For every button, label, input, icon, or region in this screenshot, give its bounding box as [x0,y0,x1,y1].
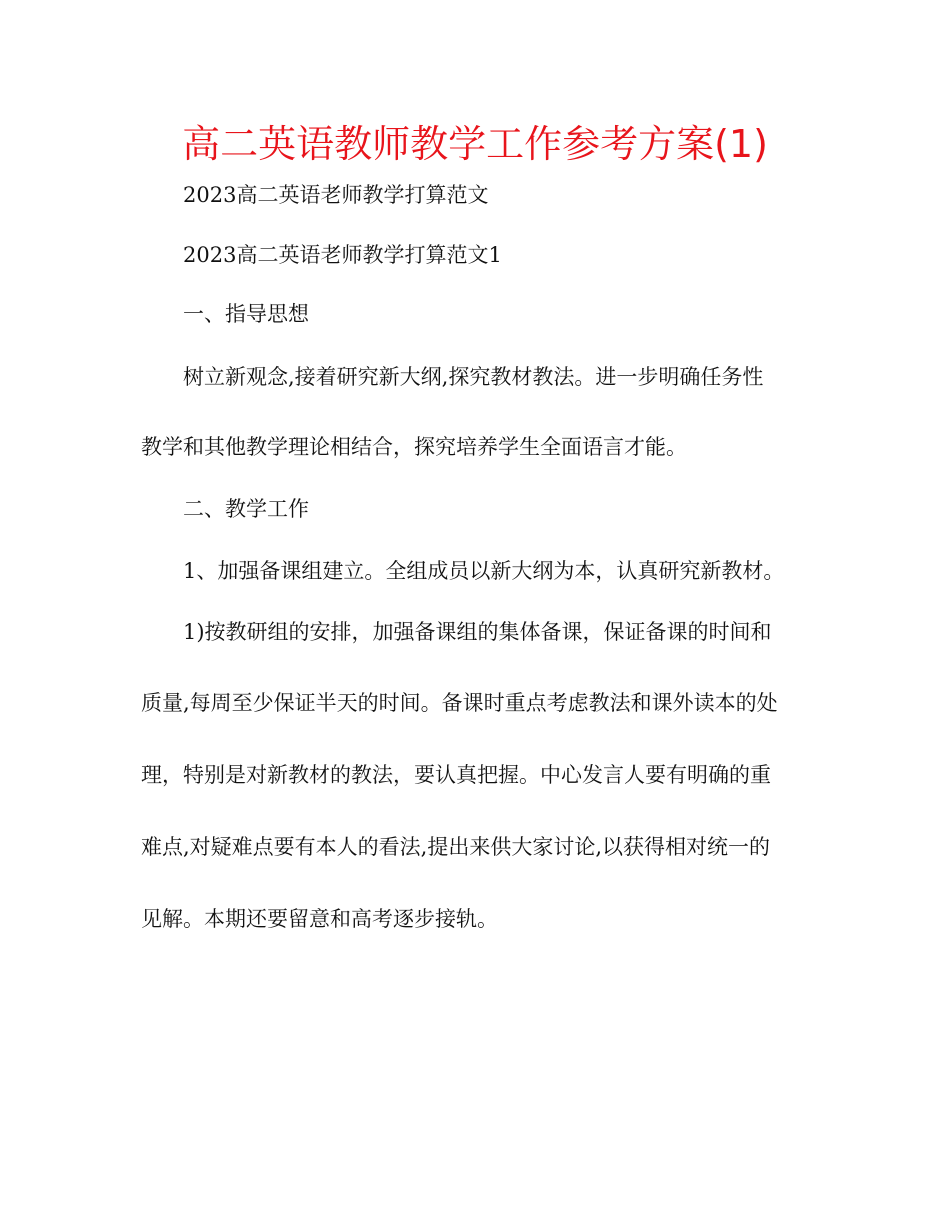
paragraph-line: 1、加强备课组建立。全组成员以新大纲为本，认真研究新教材。 [183,559,785,583]
paragraph-line: 理，特别是对新教材的教法，要认真把握。中心发言人要有明确的重 [141,763,771,787]
subtitle-line: 2023高二英语老师教学打算范文 [183,183,489,207]
paragraph-line: 质量,每周至少保证半天的时间。备课时重点考虑教法和课外读本的处 [141,691,778,715]
paragraph-line: 难点,对疑难点要有本人的看法,提出来供大家讨论,以获得相对统一的 [141,835,771,859]
section-heading: 二、教学工作 [183,497,309,521]
document-title: 高二英语教师教学工作参考方案(1) [182,122,768,166]
paragraph-line: 树立新观念,接着研究新大纲,探究教材教法。进一步明确任务性 [183,365,764,389]
subtitle-line: 2023高二英语老师教学打算范文1 [183,243,502,267]
paragraph-line: 1)按教研组的安排，加强备课组的集体备课，保证备课的时间和 [183,620,772,644]
paragraph-line: 教学和其他教学理论相结合，探究培养学生全面语言才能。 [141,435,687,459]
section-heading: 一、指导思想 [183,302,309,326]
paragraph-line: 见解。本期还要留意和高考逐步接轨。 [141,907,498,931]
